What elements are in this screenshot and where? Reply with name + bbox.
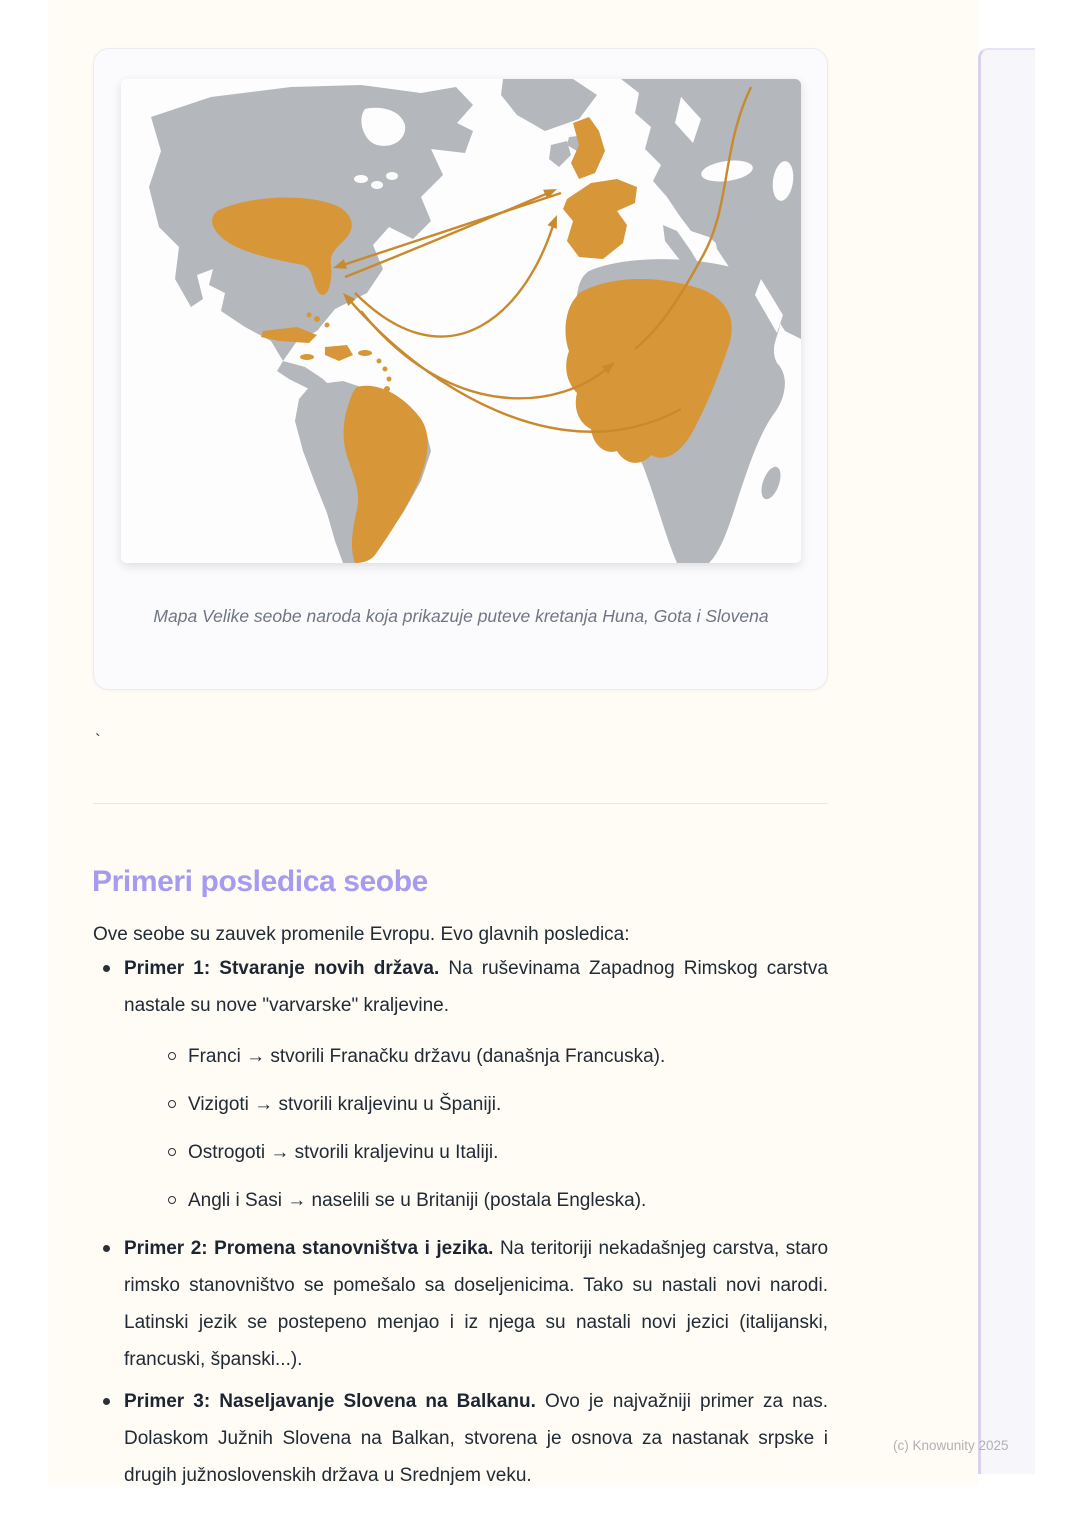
section-heading: Primeri posledica seobe bbox=[92, 864, 428, 898]
sub-item-angli-sasi bbox=[168, 1182, 828, 1219]
bullet-icon bbox=[103, 1245, 110, 1252]
circle-bullet-icon bbox=[168, 1052, 176, 1060]
stray-backtick: ` bbox=[95, 731, 101, 750]
sub-item-franci bbox=[168, 1038, 828, 1075]
map-caption: Mapa Velike seobe naroda koja prikazuje puteve kretanja Huna, Gota i Slovena bbox=[153, 606, 769, 626]
migration-map-image[interactable] bbox=[121, 79, 801, 563]
sub-item-ostrogoti bbox=[168, 1134, 828, 1171]
consequences-list bbox=[93, 950, 828, 1499]
list-item-lead: Primer 2: Promena stanovništva i jezika. bbox=[124, 1238, 494, 1259]
sub-item-text: Ostrogoti → stvorili kraljevinu u Italiji. bbox=[188, 1142, 499, 1163]
primer-1-sublist bbox=[124, 1038, 828, 1219]
bullet-icon bbox=[103, 965, 110, 972]
sub-item-vizigoti bbox=[168, 1086, 828, 1123]
sub-item-text: Vizigoti → stvorili kraljevinu u Španiji. bbox=[188, 1094, 502, 1115]
list-item-primer-1 bbox=[93, 950, 828, 1219]
circle-bullet-icon bbox=[168, 1100, 176, 1108]
list-item-text: Na ruševinama Zapadnog Rimskog carstva nastale su nove "varvarske" kraljevine. bbox=[124, 958, 828, 1016]
adjacent-page-edge bbox=[978, 48, 1035, 1474]
intro-paragraph: Ove seobe su zauvek promenile Evropu. Evo glavnih posledica: bbox=[93, 924, 630, 945]
list-item-primer-3 bbox=[93, 1383, 828, 1494]
copyright-watermark: (c) Knowunity 2025 bbox=[893, 1438, 1009, 1453]
sub-item-text: Franci → stvorili Franačku državu (današnja Francuska). bbox=[188, 1046, 666, 1067]
world-map-svg bbox=[121, 79, 801, 563]
list-item-primer-2 bbox=[93, 1230, 828, 1378]
sub-item-text: Angli i Sasi → naselili se u Britaniji (postala Engleska). bbox=[188, 1190, 647, 1211]
section-divider bbox=[93, 803, 828, 804]
list-item-text: Na teritoriji nekadašnjeg carstva, staro rimsko stanovništvo se pomešalo sa doseljenicima. Tako su nastali novi narodi. Latinski jezik se postepeno menjao i iz njega su nastali novi jezici (italijanski, francuski, španski...). bbox=[124, 1238, 829, 1370]
list-item-lead: Primer 1: Stvaranje novih država. bbox=[124, 958, 440, 979]
list-item-text: Ovo je najvažniji primer za nas. Dolaskom Južnih Slovena na Balkan, stvorena je osnova za nastanak srpske i drugih južnoslovenskih država u Srednjem veku. bbox=[124, 1391, 829, 1486]
map-figure-card bbox=[93, 48, 828, 690]
list-item-lead: Primer 3: Naseljavanje Slovena na Balkanu. bbox=[124, 1391, 536, 1412]
circle-bullet-icon bbox=[168, 1148, 176, 1156]
bullet-icon bbox=[103, 1398, 110, 1405]
circle-bullet-icon bbox=[168, 1196, 176, 1204]
